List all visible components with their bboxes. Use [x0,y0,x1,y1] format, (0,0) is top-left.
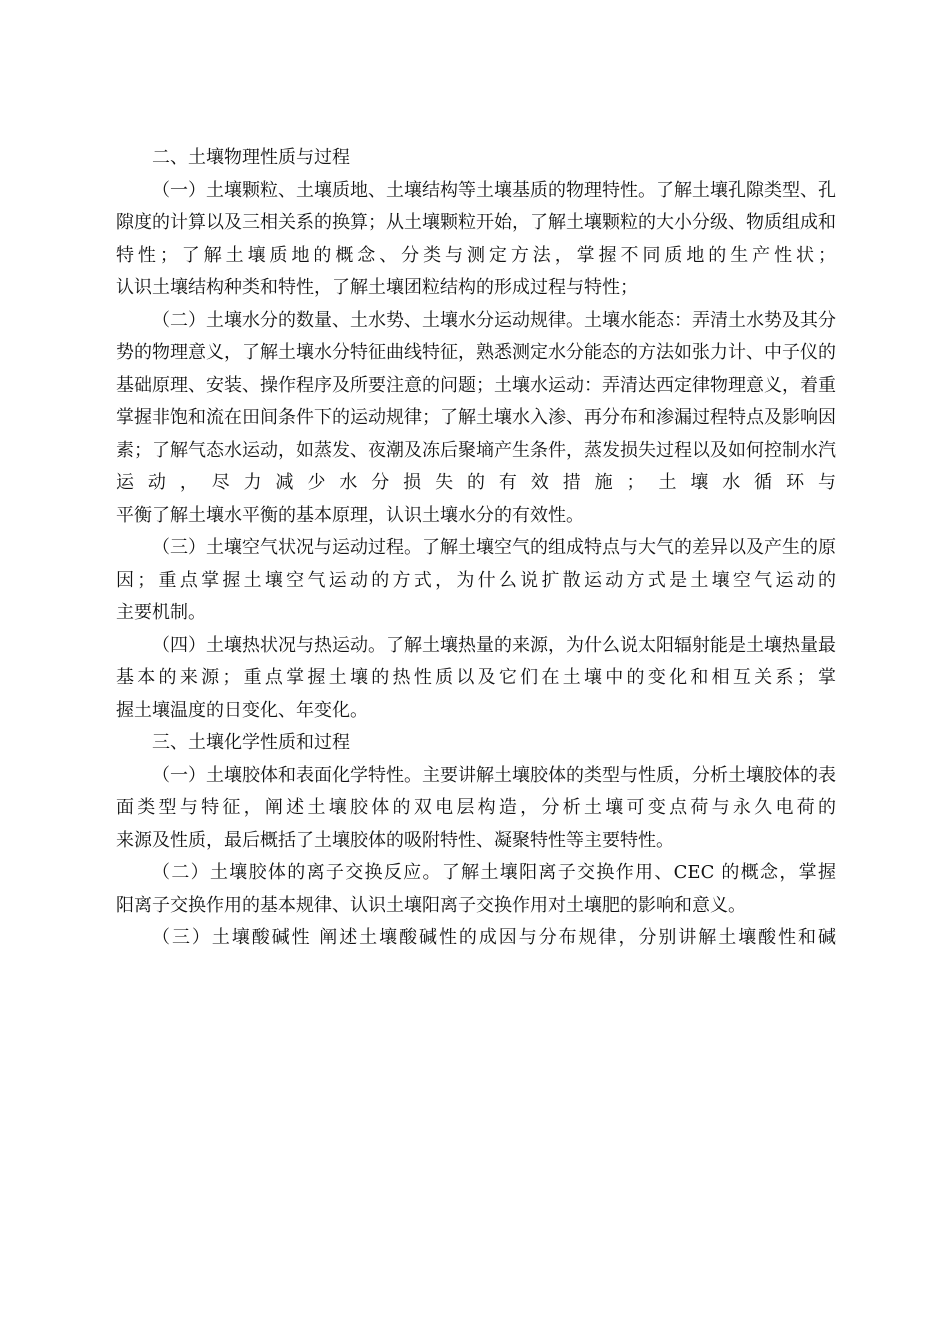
paragraph-soil-water [116,305,836,533]
paragraph-text: （一）土壤胶体和表面化学特性。主要讲解土壤胶体的类型与性质，分析土壤胶体的表面类型与特征，阐述土壤胶体的双电层构造，分析土壤可变点荷与永久电荷的 [116,764,836,818]
paragraph-last-line: 平衡了解土壤水平衡的基本原理，认识土壤水分的有效性。 [116,504,584,526]
paragraph-last-line: 主要机制。 [116,602,206,623]
paragraph-text: （二）土壤水分的数量、土水势、土壤水分运动规律。土壤水能态：弄清土水势及其分势的物理意义，了解土壤水分特征曲线特征，熟悉测定水分能态的方法如张力计、中子仪的基础原理、安装、操作程序及所要注意的问题；土壤水运动：弄清达西定律物理意义，着重掌握非饱和流在田间条件下的运动规律；了解土壤水入渗、再分布和渗漏过程特点及影响因素；了解气态水运动，如蒸发、夜潮及冻后聚墒产生条件，蒸发损失过程以及如何控制水汽运动，尽力减少水分损失的有效措施；土壤水循环与 [116,309,836,493]
paragraph-text: （四）土壤热状况与热运动。了解土壤热量的来源，为什么说太阳辐射能是土壤热量最基本的来源；重点掌握土壤的热性质以及它们在土壤中的变化和相互关系；掌 [116,634,836,688]
paragraph-text: （一）土壤颗粒、土壤质地、土壤结构等土壤基质的物理特性。了解土壤孔隙类型、孔隙度的计算以及三相关系的换算；从土壤颗粒开始，了解土壤颗粒的大小分级、物质组成和特性；了解土壤质地的概念、分类与测定方法，掌握不同质地的生产性状； [116,179,836,266]
section-heading-chemical: 三、土壤化学性质和过程 [152,732,350,753]
paragraph-soil-heat [116,630,836,728]
paragraph-text: （三）土壤酸碱性 阐述土壤酸碱性的成因与分布规律，分别讲解土壤酸性和碱 [152,927,836,948]
paragraph-last-line: 握土壤温度的日变化、年变化。 [116,699,368,721]
paragraph-soil-air [116,532,836,630]
paragraph-last-line: 来源及性质，最后概括了土壤胶体的吸附特性、凝聚特性等主要特性。 [116,829,674,851]
paragraph-ion-exchange [116,857,836,922]
paragraph-last-line: 阳离子交换作用的基本规律、认识土壤阳离子交换作用对土壤肥的影响和意义。 [116,894,746,916]
paragraph-text: （二）土壤胶体的离子交换反应。了解土壤阳离子交换作用、CEC 的概念，掌握 [152,862,836,883]
section-heading-physical: 二、土壤物理性质与过程 [152,147,350,168]
paragraph-soil-colloid [116,760,836,858]
paragraph-soil-particles [116,175,836,305]
paragraph-acidity [116,922,836,955]
paragraph-text: （三）土壤空气状况与运动过程。了解土壤空气的组成特点与大气的差异以及产生的原因；重点掌握土壤空气运动的方式，为什么说扩散运动方式是土壤空气运动的 [116,537,836,591]
paragraph-last-line: 认识土壤结构种类和特性，了解土壤团粒结构的形成过程与特性； [116,277,638,298]
document-body [116,142,836,955]
